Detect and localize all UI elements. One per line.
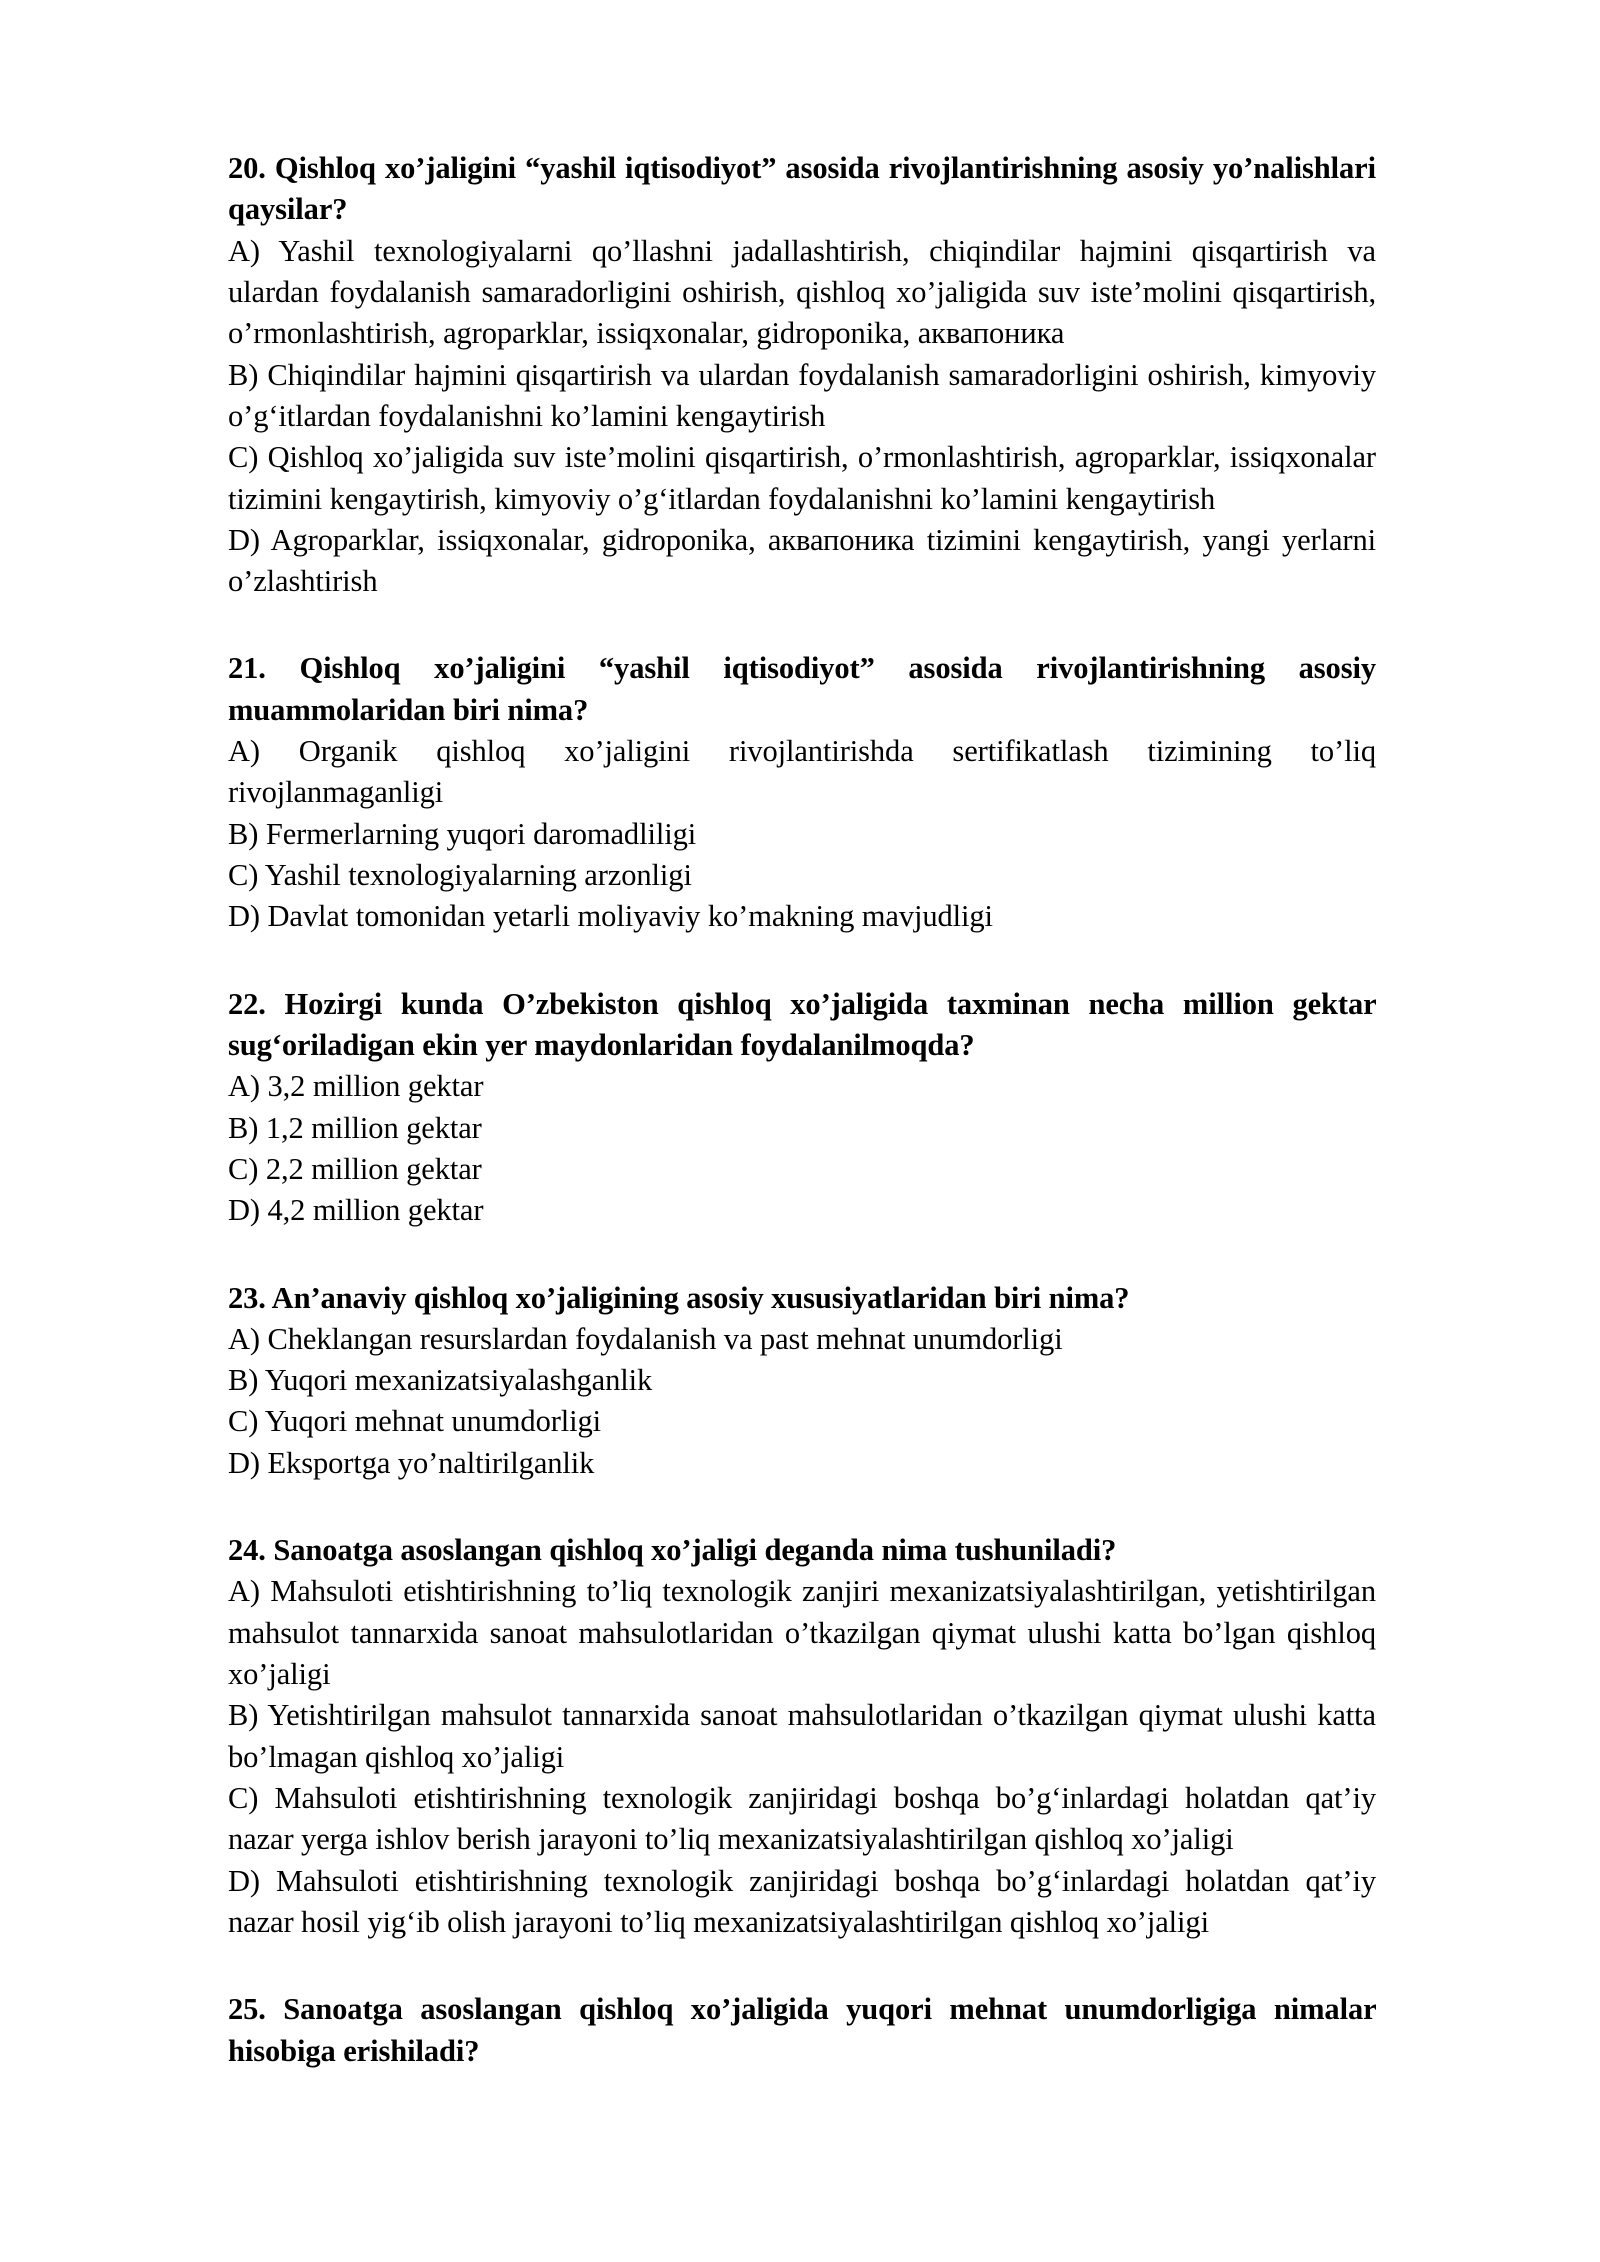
question-22-option-d: D) 4,2 million gektar <box>228 1193 484 1228</box>
question-21-option-d: D) Davlat tomonidan yetarli moliyaviy ko’makning mavjudligi <box>228 899 993 934</box>
question-23-option-c: C) Yuqori mehnat unumdorligi <box>228 1404 602 1439</box>
question-22-heading-line1: 22. Hozirgi kunda O’zbekiston qishloq xo’jaligida taxminan necha million gektar <box>228 986 1376 1021</box>
question-22-option-a: A) 3,2 million gektar <box>228 1069 484 1104</box>
question-24-option-b: B) Yetishtirilgan mahsulot tannarxida sanoat mahsulotlaridan o’tkazilgan qiymat ulushi katta bo’lmagan qishloq xo’jaligi <box>228 1698 1376 1774</box>
question-21-option-b: B) Fermerlarning yuqori daromadliligi <box>228 816 697 851</box>
question-block-20 <box>228 148 1376 602</box>
question-25-heading-line1: 25. Sanoatga asoslangan qishloq xo’jaligida yuqori mehnat unumdorligiga nimalar <box>228 1992 1376 2027</box>
question-20-option-d: D) Agroparklar, issiqxonalar, gidroponika, аквапоника tizimini kengaytirish, yangi yerlarni o’zlashtirish <box>228 522 1376 599</box>
question-21-heading-line2: muammolaridan biri nima? <box>228 692 589 727</box>
question-20-option-b: B) Chiqindilar hajmini qisqartirish va ulardan foydalanish samaradorligini oshirish, kimyoviy o’g‘itlardan foydalanishni ko’lamini kengaytirish <box>228 357 1376 433</box>
question-20-heading <box>228 148 1376 231</box>
question-23-heading: 23. An’anaviy qishloq xo’jaligining asosiy xususiyatlaridan biri nima? <box>228 1280 1130 1315</box>
question-21-heading-line1: 21. Qishloq xo’jaligini “yashil iqtisodiyot” asosida rivojlantirishning asosiy <box>228 651 1376 686</box>
question-22-option-c: C) 2,2 million gektar <box>228 1151 482 1186</box>
question-24-option-a: A) Mahsuloti etishtirishning to’liq texnologik zanjiri mexanizatsiyalashtirilgan, yetishtirilgan mahsulot tannarxida sanoat mahsulotlaridan o’tkazilgan qiymat ulushi katta bo’lgan qishloq xo’jaligi <box>228 1574 1376 1691</box>
question-block-23 <box>228 1278 1376 1485</box>
question-20-option-c: C) Qishloq xo’jaligida suv iste’molini qisqartirish, o’rmonlashtirish, agroparklar, issiqxonalar tizimini kengaytirish, kimyoviy o’g‘itlardan foydalanishni ko’lamini kengaytirish <box>228 440 1376 516</box>
question-21-heading <box>228 648 1376 731</box>
question-22-option-b: B) 1,2 million gektar <box>228 1110 482 1145</box>
question-24-option-d: D) Mahsuloti etishtirishning texnologik zanjiridagi boshqa bo’g‘inlardagi holatdan qat’iy nazar hosil yig‘ib olish jarayoni to’liq mexanizatsiyalashtirilgan qishloq xo’jaligi <box>228 1863 1376 1939</box>
question-23-option-b: B) Yuqori mexanizatsiyalashganlik <box>228 1363 653 1398</box>
question-21-option-a: A) Organik qishloq xo’jaligini rivojlantirishda sertifikatlash tizimining to’liq rivojlanmaganligi <box>228 734 1376 810</box>
question-22-heading-line2: sug‘oriladigan ekin yer maydonlaridan foydalanilmoqda? <box>228 1027 975 1062</box>
document-text-column <box>228 148 1376 2072</box>
question-20-heading-line1: 20. Qishloq xo’jaligini “yashil iqtisodiyot” asosida rivojlantirishning asosiy <box>228 151 1204 185</box>
question-24-option-c: C) Mahsuloti etishtirishning texnologik zanjiridagi boshqa bo’g‘inlardagi holatdan qat’iy nazar yerga ishlov berish jarayoni to’liq mexanizatsiyalashtirilgan qishloq xo’jaligi <box>228 1780 1376 1857</box>
question-25-heading <box>228 1989 1376 2072</box>
question-23-option-d: D) Eksportga yo’naltirilganlik <box>228 1445 595 1480</box>
question-22-heading <box>228 984 1376 1067</box>
question-block-21 <box>228 648 1376 937</box>
question-25-heading-line2: hisobiga erishiladi? <box>228 2033 480 2068</box>
question-20-option-a: A) Yashil texnologiyalarni qo’llashni jadallashtirish, chiqindilar hajmini qisqartirish va ulardan foydalanish samaradorligini oshirish, qishloq xo’jaligida suv iste’molini qisqartirish, o’rmonlashtirish, agroparklar, issiqxonalar, gidroponika, аквапоника <box>228 233 1376 351</box>
question-23-option-a: A) Cheklangan resurslardan foydalanish va past mehnat unumdorligi <box>228 1321 1063 1356</box>
question-24-heading: 24. Sanoatga asoslangan qishloq xo’jaligi deganda nima tushuniladi? <box>228 1533 1117 1568</box>
question-block-25 <box>228 1989 1376 2072</box>
question-block-22 <box>228 984 1376 1232</box>
question-20-heading-line2: yo’nalishlari qaysilar? <box>228 151 1376 227</box>
question-21-option-c: C) Yashil texnologiyalarning arzonligi <box>228 858 692 892</box>
question-block-24 <box>228 1530 1376 1943</box>
